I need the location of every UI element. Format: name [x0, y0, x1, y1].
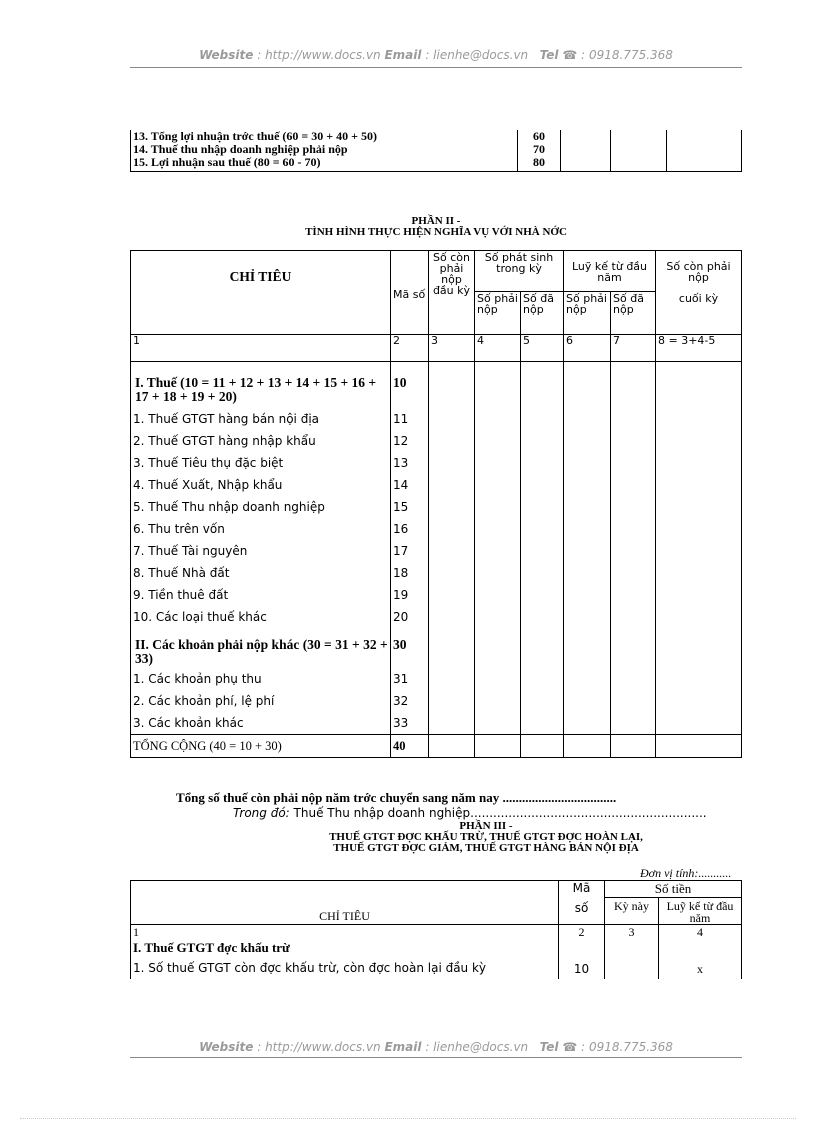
row-code: 80 [518, 156, 561, 172]
tel-value: : 0918.775.368 [577, 1040, 673, 1054]
row-label: 6. Thu trên vốn [131, 518, 391, 540]
part3-line1: THUẾ GTGT ĐỢC KHẤU TRỪ, THUẾ GTGT ĐỢC HOÀN LẠI, [329, 831, 643, 843]
table-row [131, 496, 742, 518]
section-row [131, 628, 742, 668]
table-row [131, 606, 742, 628]
row-code: 31 [391, 668, 429, 690]
col-kynay: Kỳ này [605, 898, 659, 925]
email-label: Email [384, 1040, 422, 1054]
row-code: 10 [559, 962, 605, 979]
col-chitieu: CHỈ TIÊU [131, 881, 559, 925]
col-ma-line2: số [574, 901, 589, 915]
row-label: 13. Tổng lợi nhuận trớc thuế (60 = 30 + 40 + 50) [131, 130, 518, 143]
col-ma [559, 881, 605, 925]
row-label: 8. Thuế Nhà đất [131, 562, 391, 584]
table-row [131, 518, 742, 540]
section-row [131, 362, 742, 409]
row-code: 20 [391, 606, 429, 628]
summary-line1: Tổng số thuế còn phải nộp năm trớc chuyển sang năm nay ................................... [176, 790, 617, 805]
row-label: 14. Thuế thu nhập doanh nghiệp phải nộp [131, 143, 518, 156]
summary-detail: Thuế Thu nhập doanh nghiệp.............................................................. [289, 806, 707, 820]
tel-label: Tel [539, 48, 559, 62]
idx-cell: 1 [131, 925, 559, 941]
table-row [131, 962, 742, 979]
row-code: 18 [391, 562, 429, 584]
summary-line2 [233, 806, 707, 820]
row-label: 1. Thuế GTGT hàng bán nội địa [131, 408, 391, 430]
row-code: 70 [518, 143, 561, 156]
col-ma-line1: Mã [572, 881, 591, 895]
row-code: 17 [391, 540, 429, 562]
part3-line2: THUẾ GTGT ĐỢC GIẢM, THUẾ GTGT HÀNG BÁN NỘI ĐỊA [333, 842, 639, 854]
phone-icon: ☎ [562, 48, 578, 62]
page-footer [130, 1040, 742, 1054]
col-luyke: Luỹ kế từ đầu năm [564, 251, 656, 292]
idx-cell: 8 = 3+4-5 [656, 335, 742, 362]
row-code: 14 [391, 474, 429, 496]
col-cuoiky-line1: Số còn phải nộp [666, 260, 731, 284]
income-table-continuation [130, 130, 742, 172]
row-label: 7. Thuế Tài nguyên [131, 540, 391, 562]
row-code: 13 [391, 452, 429, 474]
col-cuoiky [656, 251, 742, 335]
table-row [131, 540, 742, 562]
header-rule [130, 67, 742, 68]
col-sophainop-1: Số phải nộp [475, 292, 521, 335]
page-edge-dots [20, 1118, 796, 1119]
website-label: Website [199, 48, 254, 62]
row-label: 2. Các khoản phí, lệ phí [131, 690, 391, 712]
page-header [130, 48, 742, 62]
total-row [131, 735, 742, 758]
col-sodanop-1: Số đã nộp [521, 292, 564, 335]
col-phatsinh: Số phát sinh trong kỳ [475, 251, 564, 292]
row-label: 3. Thuế Tiêu thụ đặc biệt [131, 452, 391, 474]
tel-value: : 0918.775.368 [577, 48, 673, 62]
total-code: 40 [391, 735, 429, 758]
col-dauky: Số còn phải nộp đầu kỳ [429, 251, 475, 335]
tax-obligation-table [130, 250, 742, 758]
idx-cell: 2 [559, 925, 605, 941]
part3-title [180, 821, 792, 854]
table-row [131, 156, 742, 172]
row-label: 2. Thuế GTGT hàng nhập khẩu [131, 430, 391, 452]
part2-subheading: TÌNH HÌNH THỰC HIỆN NGHĨA VỤ VỚI NHÀ NỚC [305, 226, 567, 238]
table-row [131, 452, 742, 474]
website-label: Website [199, 1040, 254, 1054]
part3-heading: PHẦN III - [459, 820, 513, 832]
table-row [131, 668, 742, 690]
website-url[interactable]: : http://www.docs.vn [253, 48, 385, 62]
row-label: 3. Các khoản khác [131, 712, 391, 735]
summary-italic: Trong đó: [233, 806, 290, 820]
header-row [131, 251, 742, 292]
table-row [131, 474, 742, 496]
phone-icon: ☎ [562, 1040, 578, 1054]
tel-label: Tel [539, 1040, 559, 1054]
part2-heading: PHẦN II - [411, 215, 461, 227]
row-luyke: x [659, 962, 742, 979]
footer-rule [130, 1057, 742, 1058]
row-code: 60 [518, 130, 561, 143]
section-code: 30 [391, 628, 429, 668]
part2-title [130, 216, 742, 238]
email-label: Email [384, 48, 422, 62]
col-sodanop-2: Số đã nộp [611, 292, 656, 335]
email-value[interactable]: : lienhe@docs.vn [421, 48, 532, 62]
row-code: 19 [391, 584, 429, 606]
unit-label: Đơn vị tính:........... [640, 866, 732, 880]
section-label: II. Các khoản phải nộp khác (30 = 31 + 32 + 33) [131, 628, 391, 668]
section-row [131, 940, 742, 962]
col-cuoiky-line2: cuối kỳ [678, 292, 719, 305]
header-row [131, 881, 742, 898]
idx-cell: 3 [429, 335, 475, 362]
row-label: 1. Số thuế GTGT còn đợc khấu trừ, còn đợc hoàn lại đầu kỳ [131, 962, 559, 979]
idx-cell: 5 [521, 335, 564, 362]
idx-cell: 7 [611, 335, 656, 362]
total-label: TỔNG CỘNG (40 = 10 + 30) [131, 735, 391, 758]
section-label: I. Thuế GTGT đợc khấu trừ [131, 940, 559, 962]
table-row [131, 430, 742, 452]
section-label: I. Thuế (10 = 11 + 12 + 13 + 14 + 15 + 16 + 17 + 18 + 19 + 20) [131, 362, 391, 409]
index-row [131, 925, 742, 941]
table-row [131, 712, 742, 735]
row-label: 9. Tiền thuê đất [131, 584, 391, 606]
row-code: 12 [391, 430, 429, 452]
row-label: 1. Các khoản phụ thu [131, 668, 391, 690]
table-row [131, 584, 742, 606]
idx-cell: 4 [475, 335, 521, 362]
row-label: 15. Lợi nhuận sau thuế (80 = 60 - 70) [131, 156, 518, 172]
table-row [131, 690, 742, 712]
col-chitieu: CHỈ TIÊU [131, 251, 391, 335]
section-code: 10 [391, 362, 429, 409]
row-label: 4. Thuế Xuất, Nhập khẩu [131, 474, 391, 496]
vat-table [130, 880, 742, 979]
email-value[interactable]: : lienhe@docs.vn [421, 1040, 532, 1054]
row-code: 15 [391, 496, 429, 518]
col-maso: Mã số [391, 251, 429, 335]
table-row [131, 562, 742, 584]
col-sophainop-2: Số phải nộp [564, 292, 611, 335]
table-row [131, 408, 742, 430]
row-label: 5. Thuế Thu nhập doanh nghiệp [131, 496, 391, 518]
row-code: 16 [391, 518, 429, 540]
website-url[interactable]: : http://www.docs.vn [253, 1040, 385, 1054]
idx-cell: 4 [659, 925, 742, 941]
idx-cell: 6 [564, 335, 611, 362]
row-code: 33 [391, 712, 429, 735]
idx-cell: 2 [391, 335, 429, 362]
row-label: 10. Các loại thuế khác [131, 606, 391, 628]
col-sotien: Số tiền [605, 881, 742, 898]
row-code: 32 [391, 690, 429, 712]
row-code: 11 [391, 408, 429, 430]
idx-cell: 3 [605, 925, 659, 941]
col-luyke: Luỹ kế từ đầu năm [659, 898, 742, 925]
idx-cell: 1 [131, 335, 391, 362]
index-row [131, 335, 742, 362]
